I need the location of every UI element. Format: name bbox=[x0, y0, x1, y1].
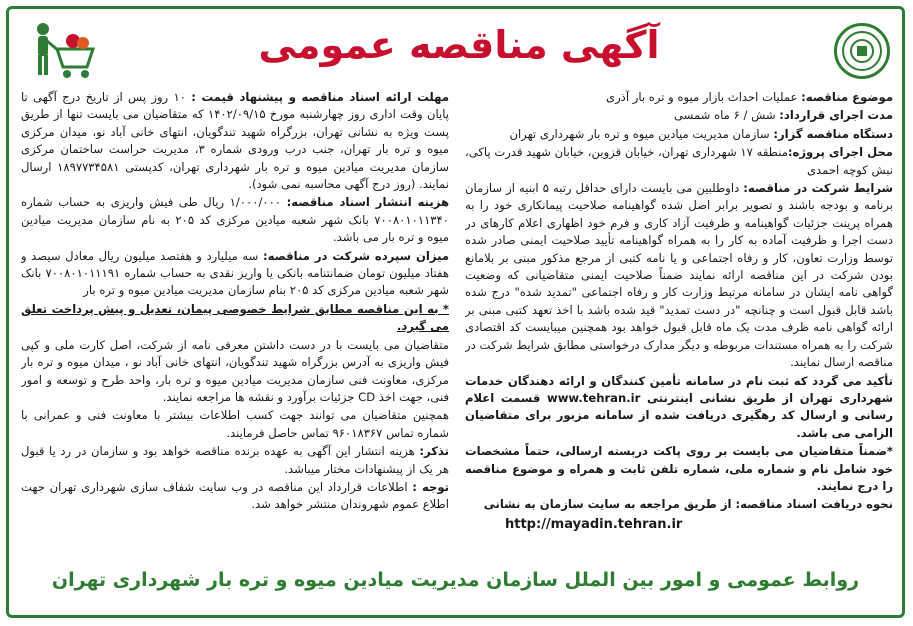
organizer-label: دستگاه مناقصه گزار: bbox=[773, 126, 893, 141]
receipt-label: نحوه دریافت اسناد مناقصه: bbox=[735, 497, 893, 512]
duration-value: شش / ۶ ماه شمسی bbox=[673, 108, 780, 123]
deadline-value: ۱۰ روز پس از تاریخ درج آگهی تا پایان وقت اداری روز چهارشنبه مورخ ۱۴۰۲/۰۹/۱۵ که متقاضیان می بایست تنها از طریق پست ویژه به نشانی تهران، بزرگراه شهید تندگویان، انتهای خانی آباد نو، میدان مرکزی میوه و تره بار تهران، جنب درب ورودی شماره ۳، مدیریت حراست ساختمان مرکزی سازمان مدیریت میادین میوه و تره بار شهرداری تهران، کدپستی ۱۸۹۷۷۳۴۵۸۱ ارسال نمایند. (روز درج آگهی محاسبه نمی شود). bbox=[21, 90, 449, 192]
notice-body bbox=[21, 89, 893, 569]
envelope-note: *ضمناً متقاضیان می بایست بر روی پاکت دربسته ارسالی، حتماً مشخصات خود شامل نام و شماره ملی، شماره تلفن ثابت و همراه و موضوع مناقصه را درج نمایند. bbox=[465, 444, 893, 493]
notice-frame bbox=[6, 6, 905, 618]
subject-label: موضوع مناقصه: bbox=[801, 90, 893, 104]
subject-row bbox=[465, 89, 893, 106]
location-value: منطقه ۱۷ شهرداری تهران، خیابان قزوین، خیابان شهید قدرت پاکی، نبش کوچه احمدی bbox=[465, 145, 893, 177]
right-column bbox=[465, 89, 893, 569]
deadline-label: مهلت ارائه اسناد مناقصه و پیشنهاد قیمت : bbox=[191, 90, 449, 104]
contact-text: همچنین متقاضیان می توانند جهت کسب اطلاعات بیشتر با معاونت فنی و عمرانی با شماره تماس ۹۶۰۱۸۳۶۷ تماس حاصل فرمایند. bbox=[21, 408, 449, 440]
reminder-value: هزینه انتشار این آگهی به عهده برنده مناقصه خواهد بود و سازمان در رد یا قبول هر یک از پیشنهادات مختار میباشد. bbox=[21, 444, 449, 476]
footer-text: روابط عمومی و امور بین الملل سازمان مدیریت میادین میوه و تره بار شهرداری تهران bbox=[51, 569, 860, 591]
receipt-value: از طریق مراجعه به سایت سازمان به نشانی bbox=[483, 497, 736, 512]
conditions-row bbox=[465, 180, 893, 371]
location-label: محل اجرای پروژه: bbox=[787, 145, 893, 160]
receipt-row bbox=[465, 496, 893, 533]
cost-row bbox=[21, 194, 449, 246]
conditions-value: داوطلبین می بایست دارای حداقل رتبه ۵ ابنیه از سازمان برنامه و بودجه باشند و تصویر برابر اصل شده گواهینامه صلاحیت پیمانکاری خود را به همراه پرینت جزئیات گواهینامه و ظرفیت آزاد کاری و فرم خود اظهاری اعلام کارهای در دست اجرا و ظرفیت آماده به کار را به همراه گواهینامه تأیید صلاحیت ایمنی صادر شده توسط وزارت تعاون، کار و رفاه اجتماعی و یا نامه کتبی از مرجع مذکور مبنی بر بلامانع بودن شرکت در این مناقصه ارائه نمایند ضمناً صلاحیت ایمنی متقاضیانی که وضعیت گواهی نامه ایشان در سامانه مرتبط وزارت کار و رفاه اجتماعی "تمدید شده" درج شده باشد قابل قبول است و چنانچه "در دست تمدید" قید شده باشد با اخذ تعهد کتبی مبنی بر ارائه گواهی نامه ظرف مدت یک ماه قابل قبول خواهد بود همچنین میبایست کد اقتصادی شرکت را به همراه مستندات مربوطه و دیگر مدارک درخواستی مطابق شرایط شرکت در مناقصه ارسال نمایند. bbox=[465, 181, 893, 370]
organizer-row bbox=[465, 126, 893, 143]
attention-label: توجه : bbox=[412, 479, 449, 494]
duration-row bbox=[465, 107, 893, 124]
attention-row bbox=[21, 479, 449, 514]
duration-label: مدت اجرای قرارداد: bbox=[779, 108, 893, 123]
attention-value: اطلاعات قرارداد این مناقصه در وب سایت شفاف سازی شهرداری تهران جهت اطلاع عموم شهروندان منتشر خواهد شد. bbox=[21, 479, 449, 512]
deadline-row bbox=[21, 89, 449, 193]
mayadin-link[interactable]: http://mayadin.tehran.ir bbox=[505, 516, 683, 532]
cost-label: هزینه انتشار اسناد مناقصه: bbox=[286, 195, 449, 210]
deposit-row bbox=[21, 248, 449, 300]
deposit-label: میزان سپرده شرکت در مناقصه: bbox=[262, 248, 449, 263]
organizer-value: سازمان مدیریت میادین میوه و تره بار شهرداری تهران bbox=[509, 126, 774, 141]
deposit-value: سه میلیارد و هفتصد میلیون ریال معادل سیصد و هفتاد میلیون تومان ضمانتنامه بانکی یا واریز نقدی به حساب شماره ۷۰۰۸۰۱۰۱۱۱۹۱ بانک شهر شعبه میادین مرکزی کد ۲۰۵ بنام سازمان مدیریت میادین میوه و تره بار bbox=[21, 248, 449, 298]
shopping-cart-icon bbox=[29, 21, 99, 83]
emphasis-text: تأکید می گردد که ثبت نام در سامانه تأمین کنندگان و ارائه دهندگان خدمات شهرداری تهران از طریق نشانی اینترنتی www.tehran.ir قسمت اعلام رسانی و ارسال کد رهگیری دریافت شده از سامانه مزبور برای متقاضیان الزامی می باشد. bbox=[465, 373, 893, 440]
cost-value: ۱/۰۰۰/۰۰۰ ریال طی فیش واریزی به حساب شماره ۷۰۰۸۰۱۰۱۱۳۴۰ بانک شهر شعبه میادین مرکزی کد ۲۰۵ به نام سازمان مدیریت میادین میوه و تره بار می باشد. bbox=[21, 195, 449, 245]
documents-text: متقاضیان می بایست با در دست داشتن معرفی نامه از شرکت، اصل کارت ملی و کپی فیش واریزی به آدرس بزرگراه شهید تندگویان، انتهای خانی آباد نو ، میدان میوه و تره بار مرکزی، معاونت فنی سازمان مدیریت میادین میوه و تره بار، واحد طرح و توسعه و امور فنی، جهت اخذ CD جزئیات برآورد و نقشه ها مراجعه نمایند. bbox=[21, 337, 449, 404]
page-title: آگهی مناقصه عمومی bbox=[258, 23, 660, 67]
left-column bbox=[21, 89, 449, 569]
location-row bbox=[465, 144, 893, 179]
municipality-logo-icon bbox=[834, 23, 890, 79]
reminder-label: تذکر: bbox=[419, 444, 449, 459]
deposit-note: * به این مناقصه مطابق شرایط خصوصی پیمان، تعدیل و پیش پرداخت تعلق می گیرد. bbox=[21, 301, 449, 334]
header bbox=[9, 9, 908, 79]
subject-value: عملیات احداث بازار میوه و تره بار آذری bbox=[606, 90, 802, 104]
conditions-label: شرایط شرکت در مناقصه: bbox=[743, 181, 893, 196]
reminder-row bbox=[21, 443, 449, 478]
